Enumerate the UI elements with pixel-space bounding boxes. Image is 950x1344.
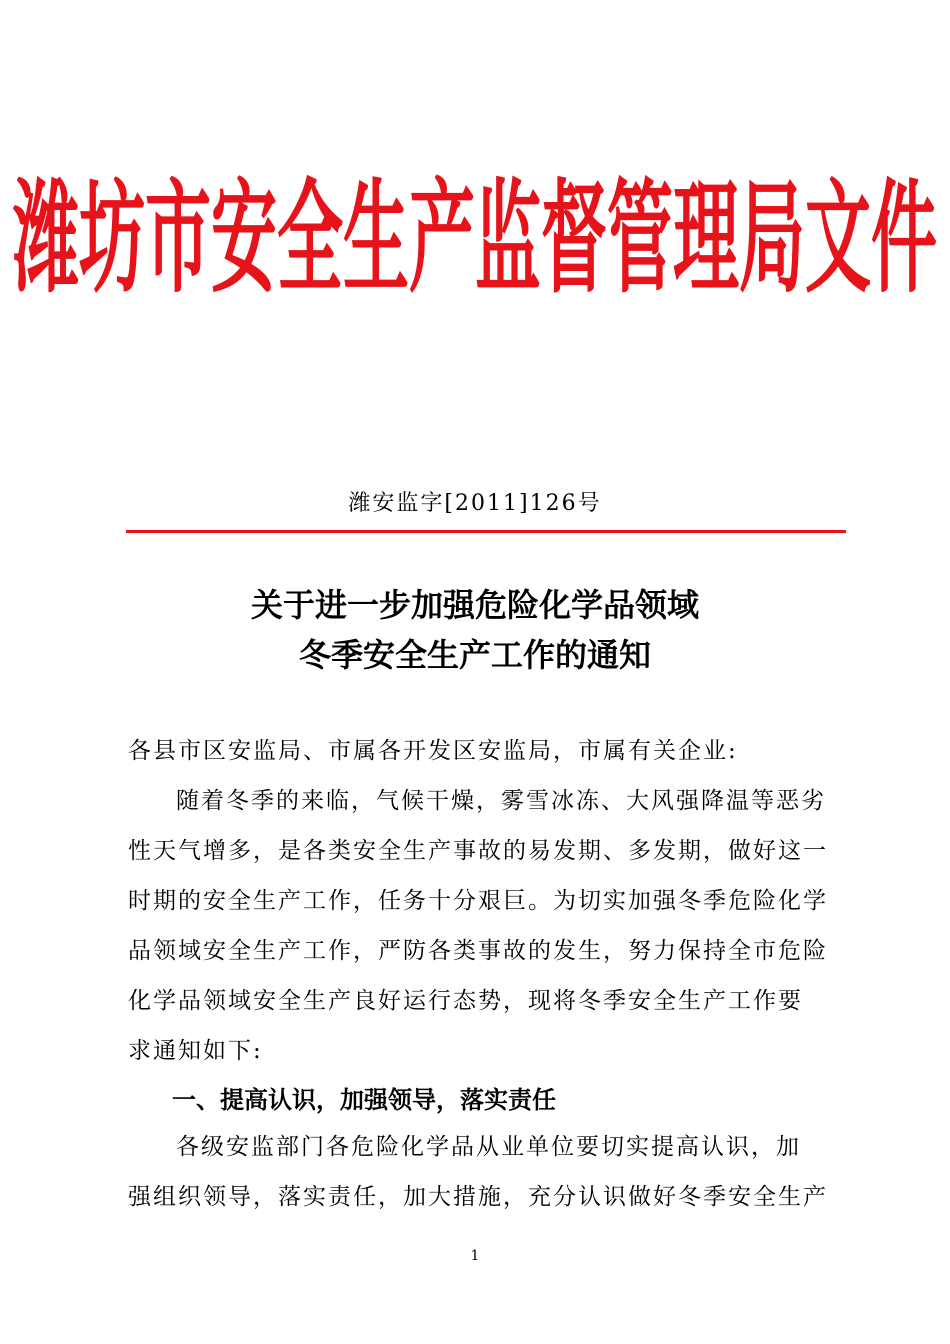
- paragraph-1-line-5: 化学品领域安全生产良好运行态势，现将冬季安全生产工作要: [128, 988, 803, 1014]
- section-1-heading: 一、提高认识，加强领导，落实责任: [172, 1086, 556, 1114]
- paragraph-1-line-2: 性天气增多，是各类安全生产事故的易发期、多发期，做好这一: [128, 838, 828, 864]
- paragraph-1-line-6: 求通知如下:: [128, 1038, 263, 1064]
- paragraph-1-line-4: 品领域安全生产工作，严防各类事故的发生，努力保持全市危险: [128, 938, 828, 964]
- document-number: 潍安监字[2011]126号: [348, 491, 602, 516]
- paragraph-2-line-1: 各级安监部门各危险化学品从业单位要切实提高认识，加: [176, 1134, 801, 1160]
- paragraph-2-line-2: 强组织领导，落实责任，加大措施，充分认识做好冬季安全生产: [128, 1184, 828, 1210]
- red-separator-line: [126, 530, 846, 533]
- page-number: 1: [470, 1248, 480, 1264]
- document-title-line-2: 冬季安全生产工作的通知: [298, 636, 651, 674]
- addressee-line: 各县市区安监局、市属各开发区安监局，市属有关企业:: [128, 738, 738, 764]
- document-title-line-1: 关于进一步加强危险化学品领域: [250, 586, 699, 624]
- issuer-header-title: 潍坊市安全生产监督管理局文件: [13, 167, 937, 311]
- paragraph-1-line-1: 随着冬季的来临，气候干燥，雾雪冰冻、大风强降温等恶劣: [176, 788, 826, 814]
- paragraph-1-line-3: 时期的安全生产工作，任务十分艰巨。为切实加强冬季危险化学: [128, 888, 828, 914]
